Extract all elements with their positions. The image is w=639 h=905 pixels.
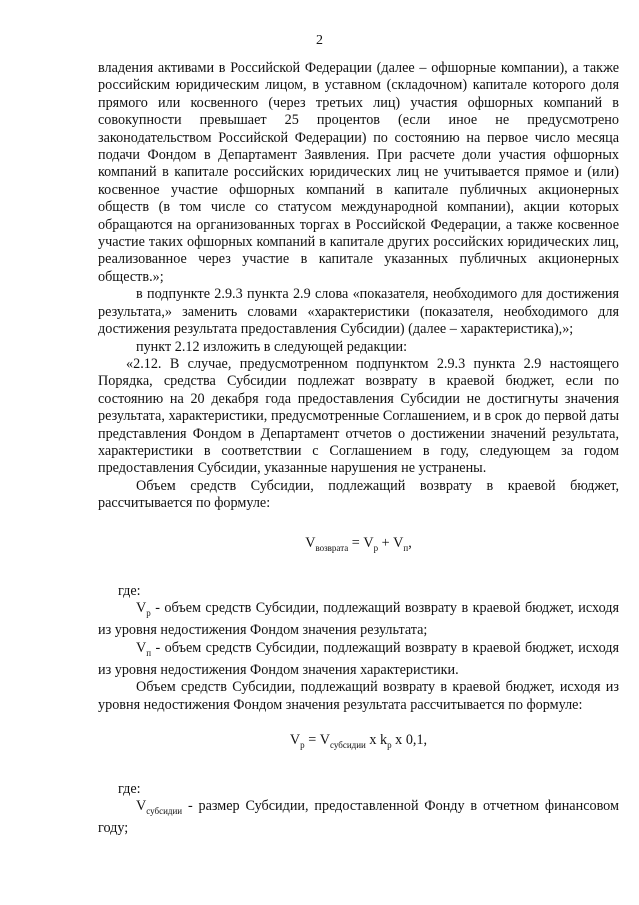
- paragraph-subpoint-293: в подпункте 2.9.3 пункта 2.9 слова «показателя, необходимого для достижения результата,» заменить словами «характеристики (показателя, необходимого для достижения результата предоставления Субсидии) (далее – характеристика),»;: [98, 286, 619, 338]
- definition-vn: $V_п$ - объем средств Субсидии, подлежащий возврату в краевой бюджет, исходя из уровня недостижения Фондом значения характеристики.: [98, 639, 619, 679]
- formula-result-volume: $V_р = V_{субсидии}$ x $k_р$ x 0,1,: [289, 732, 428, 751]
- definition-vsubsidy: $V_{субсидии}$ - размер Субсидии, предоставленной Фонду в отчетном финансовом году;: [98, 797, 619, 837]
- formula-return-volume: $V_{возврата} = V_р + V_п$,: [305, 534, 412, 553]
- where-label-2: где:: [118, 780, 141, 797]
- paragraph-volume-formula-intro: Объем средств Субсидии, подлежащий возврату в краевой бюджет, рассчитывается по формуле:: [98, 477, 619, 512]
- paragraph-offshore: владения активами в Российской Федерации (далее – офшорные компании), а также российским юридическим лицом, в уставном (складочном) капитале которого доля прямого или косвенного (через третьих лиц) участия офшорных компаний в совокупности превышает 25 процентов (если иное не предусмотрено законодательством Российской Федерации) по состоянию на первое число месяца подачи Фондом в Департамент Заявления. При расчете доли участия офшорных компаний в капитале российских юридических лиц не учитывается прямое и (или) косвенное участие офшорных компаний в капитале публичных акционерных обществ (в том числе со статусом международной компании), акции которых обращаются на организованных торгах в Российской Федерации, а также косвенное участие таких офшорных компаний в капитале других российских юридических лиц, реализованное через участие в капитале указанных публичных акционерных обществ.»;: [98, 60, 619, 285]
- where-label-1: где:: [118, 582, 141, 599]
- paragraph-result-formula-intro: Объем средств Субсидии, подлежащий возврату в краевой бюджет, исходя из уровня недостижения Фондом значения результата рассчитывается по формуле:: [98, 679, 619, 713]
- definition-vr: $V_р$ - объем средств Субсидии, подлежащий возврату в краевой бюджет, исходя из уровня недостижения Фондом значения результата;: [98, 600, 619, 639]
- paragraph-point-212: «2.12. В случае, предусмотренном подпунктом 2.9.3 пункта 2.9 настоящего Порядка, средства Субсидии подлежат возврату в краевой бюджет, если по состоянию на 20 декабря года предоставления Субсидии не достигнуты значения результата, характеристики, предусмотренные Соглашением, и в срок до первой даты представления Фондом в Департамент отчетов о достижении значений результата, характеристики в соответствии с Соглашением в году, следующем за годом предоставления Субсидии, указанные нарушения не устранены.: [98, 355, 619, 477]
- document-body: [98, 60, 619, 838]
- paragraph-point-212-intro: пункт 2.12 изложить в следующей редакции:: [136, 338, 408, 355]
- page-number: 2: [316, 33, 323, 48]
